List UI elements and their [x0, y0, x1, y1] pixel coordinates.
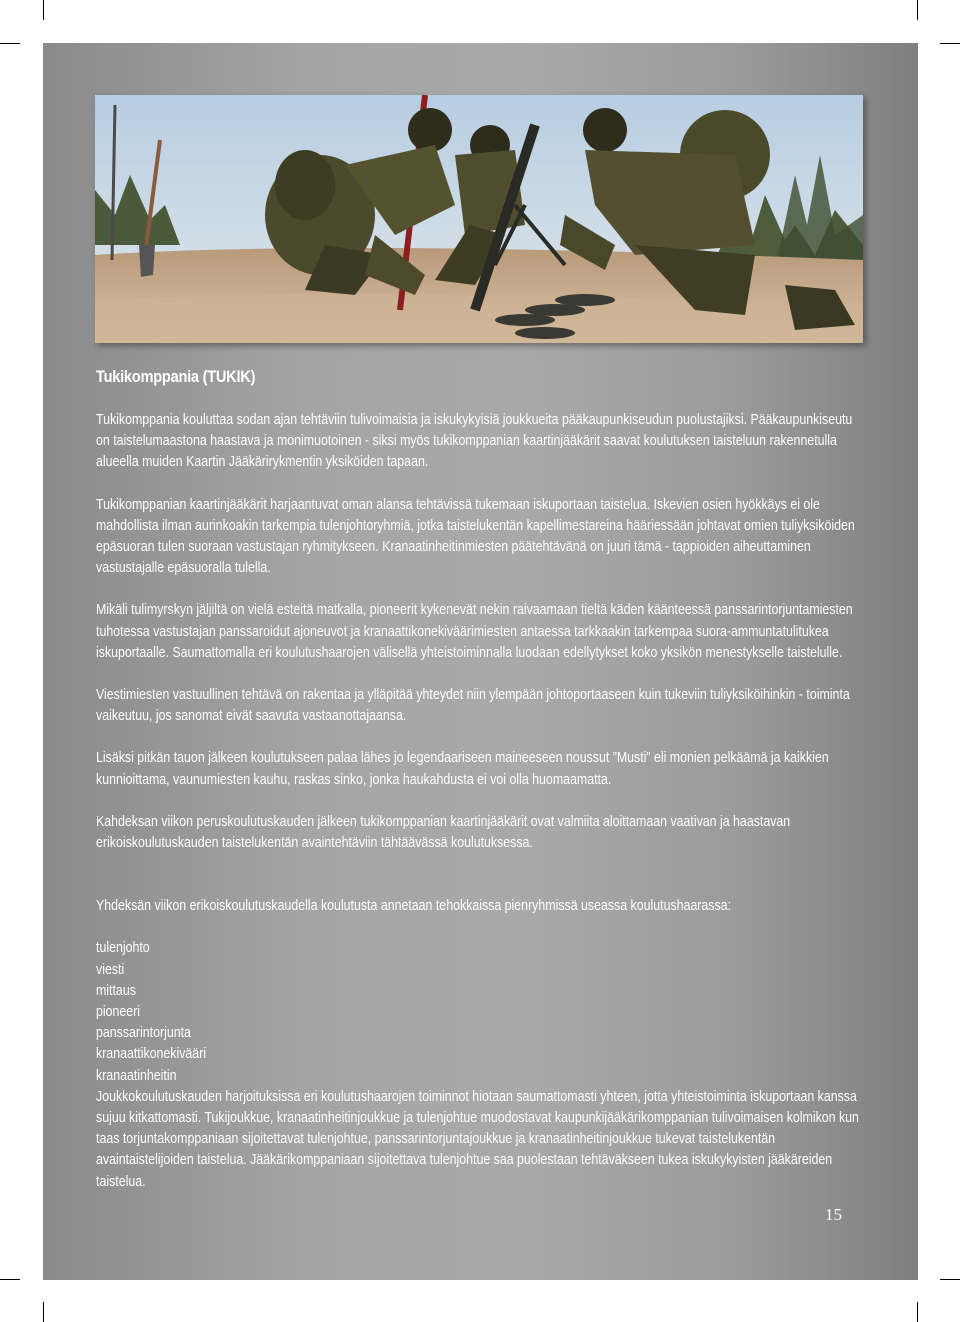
list-item: panssarintorjunta	[96, 1025, 191, 1042]
list-item: viesti	[96, 961, 125, 978]
crop-mark	[0, 1279, 20, 1280]
crop-mark	[940, 1279, 960, 1280]
paragraph: Tukikomppanian kaartinjääkärit harjaantuvat oman alansa tehtävissä tukemaan iskuportaan taistelua. Iskevien osien hyökkäys ei ole mahdollista ilman aurinkoakin tarkempia tulenjohtoryhmiä, jotka taistelukentän kapellimestareina hääriessään johtavat omien tuliyksiköiden epäsuoran tulen suoraan vastustajan ryhmitykseen. Kranaatinheitinmiesten päätehtävänä on juuri tämä - tappioiden aiheuttaminen vastustajalle epäsuoralla tulella.	[96, 496, 855, 577]
closing-paragraph: Joukkokoulutuskauden harjoituksissa eri koulutushaarojen toiminnot hiotaan saumattomasti yhteen, jotta yhteistoiminta iskuportaan kanssa sujuu kitkattomasti. Tukijoukkue, kranaatinheitinjoukkue ja tulenjohtue muodostavat kaupunkijääkärikomppanian tulivoimaisen kolmikon kun taas torjuntakomppaniaan sijoitettavat tulenjohtue, panssarintorjuntajoukkue ja kranaatinheitinjoukkue tukevat taistelukentän avaintaistelijoiden taistelua. Jääkärikomppaniaan sijoitettava tulenjohtue saa puolestaan tehtäväkseen tukea iskukykyisten jääkäreiden taistelua.	[96, 1088, 859, 1190]
list-item: tulenjohto	[96, 940, 150, 957]
paragraph: Lisäksi pitkän tauon jälkeen koulutukseen palaa lähes jo legendaariseen maineeseen noussut ”Musti” eli monien pelkäämä ja kaikkien kunnioittama, vaunumiesten kauhu, raskas sinko, jonka haukahdusta ei voi olla huomaamatta.	[96, 750, 829, 788]
paragraph: Tukikomppania kouluttaa sodan ajan tehtäviin tulivoimaisia ja iskukykyisiä joukkueita pääkaupunkiseudun puolustajiksi. Pääkaupunkiseutu on taistelumaastona haastava ja monimuotoinen - siksi myös tukikomppanian kaartinjääkärit saavat koulutuksen taisteluun rakennetulla alueella muiden Kaartin Jääkärirykmentin yksiköiden tapaan.	[96, 412, 853, 471]
mortar-team-photo	[95, 95, 863, 343]
crop-mark	[43, 1302, 44, 1322]
crop-mark	[940, 43, 960, 44]
crop-mark	[43, 0, 44, 20]
section-heading: Tukikomppania (TUKIK)	[96, 367, 256, 386]
list-item: kranaattikonekivääri	[96, 1046, 207, 1063]
crop-mark	[917, 0, 918, 20]
body-text	[96, 410, 861, 1193]
paragraph: Viestimiesten vastuullinen tehtävä on rakentaa ja ylläpitää yhteydet niin ylempään johtoportaaseen kuin tukeviin tuliyksiköihinkin - toiminta vaikeutuu, jos sanomat eivät saavuta vastaanottajaansa.	[96, 687, 850, 725]
list-item: mittaus	[96, 982, 136, 999]
page-number: 15	[825, 1205, 842, 1224]
list-item: kranaatinheitin	[96, 1067, 177, 1084]
list-item: pioneeri	[96, 1004, 141, 1021]
crop-mark	[917, 1302, 918, 1322]
paragraph: Mikäli tulimyrskyn jäljiltä on vielä esteitä matkalla, pioneerit kykenevät nekin raivaamaan tieltä käden käänteessä panssarintorjuntamiesten tuhotessa vastustajan panssaroidut ajoneuvot ja kranaattikonekiväärimiesten antaessa tarkkaakin tarkempaa suora-ammuntatulitukea iskuportaalle. Saumattomalla eri koulutushaarojen välisellä yhteistoiminnalla luodaan edellytykset koko yksikön menestykselle taistelulle.	[96, 602, 853, 661]
paragraph: Kahdeksan viikon peruskoulutuskauden jälkeen tukikomppanian kaartinjääkärit ovat valmiita aloittamaan vaativan ja haastavan erikoiskoulutuskauden taistelukentän avaintehtäviin tähtäävässä koulutuksessa.	[96, 813, 791, 852]
list-intro: Yhdeksän viikon erikoiskoulutuskaudella koulutusta annetaan tehokkaissa pienryhmissä useassa koulutushaarassa:	[96, 898, 732, 915]
crop-mark	[0, 43, 20, 44]
